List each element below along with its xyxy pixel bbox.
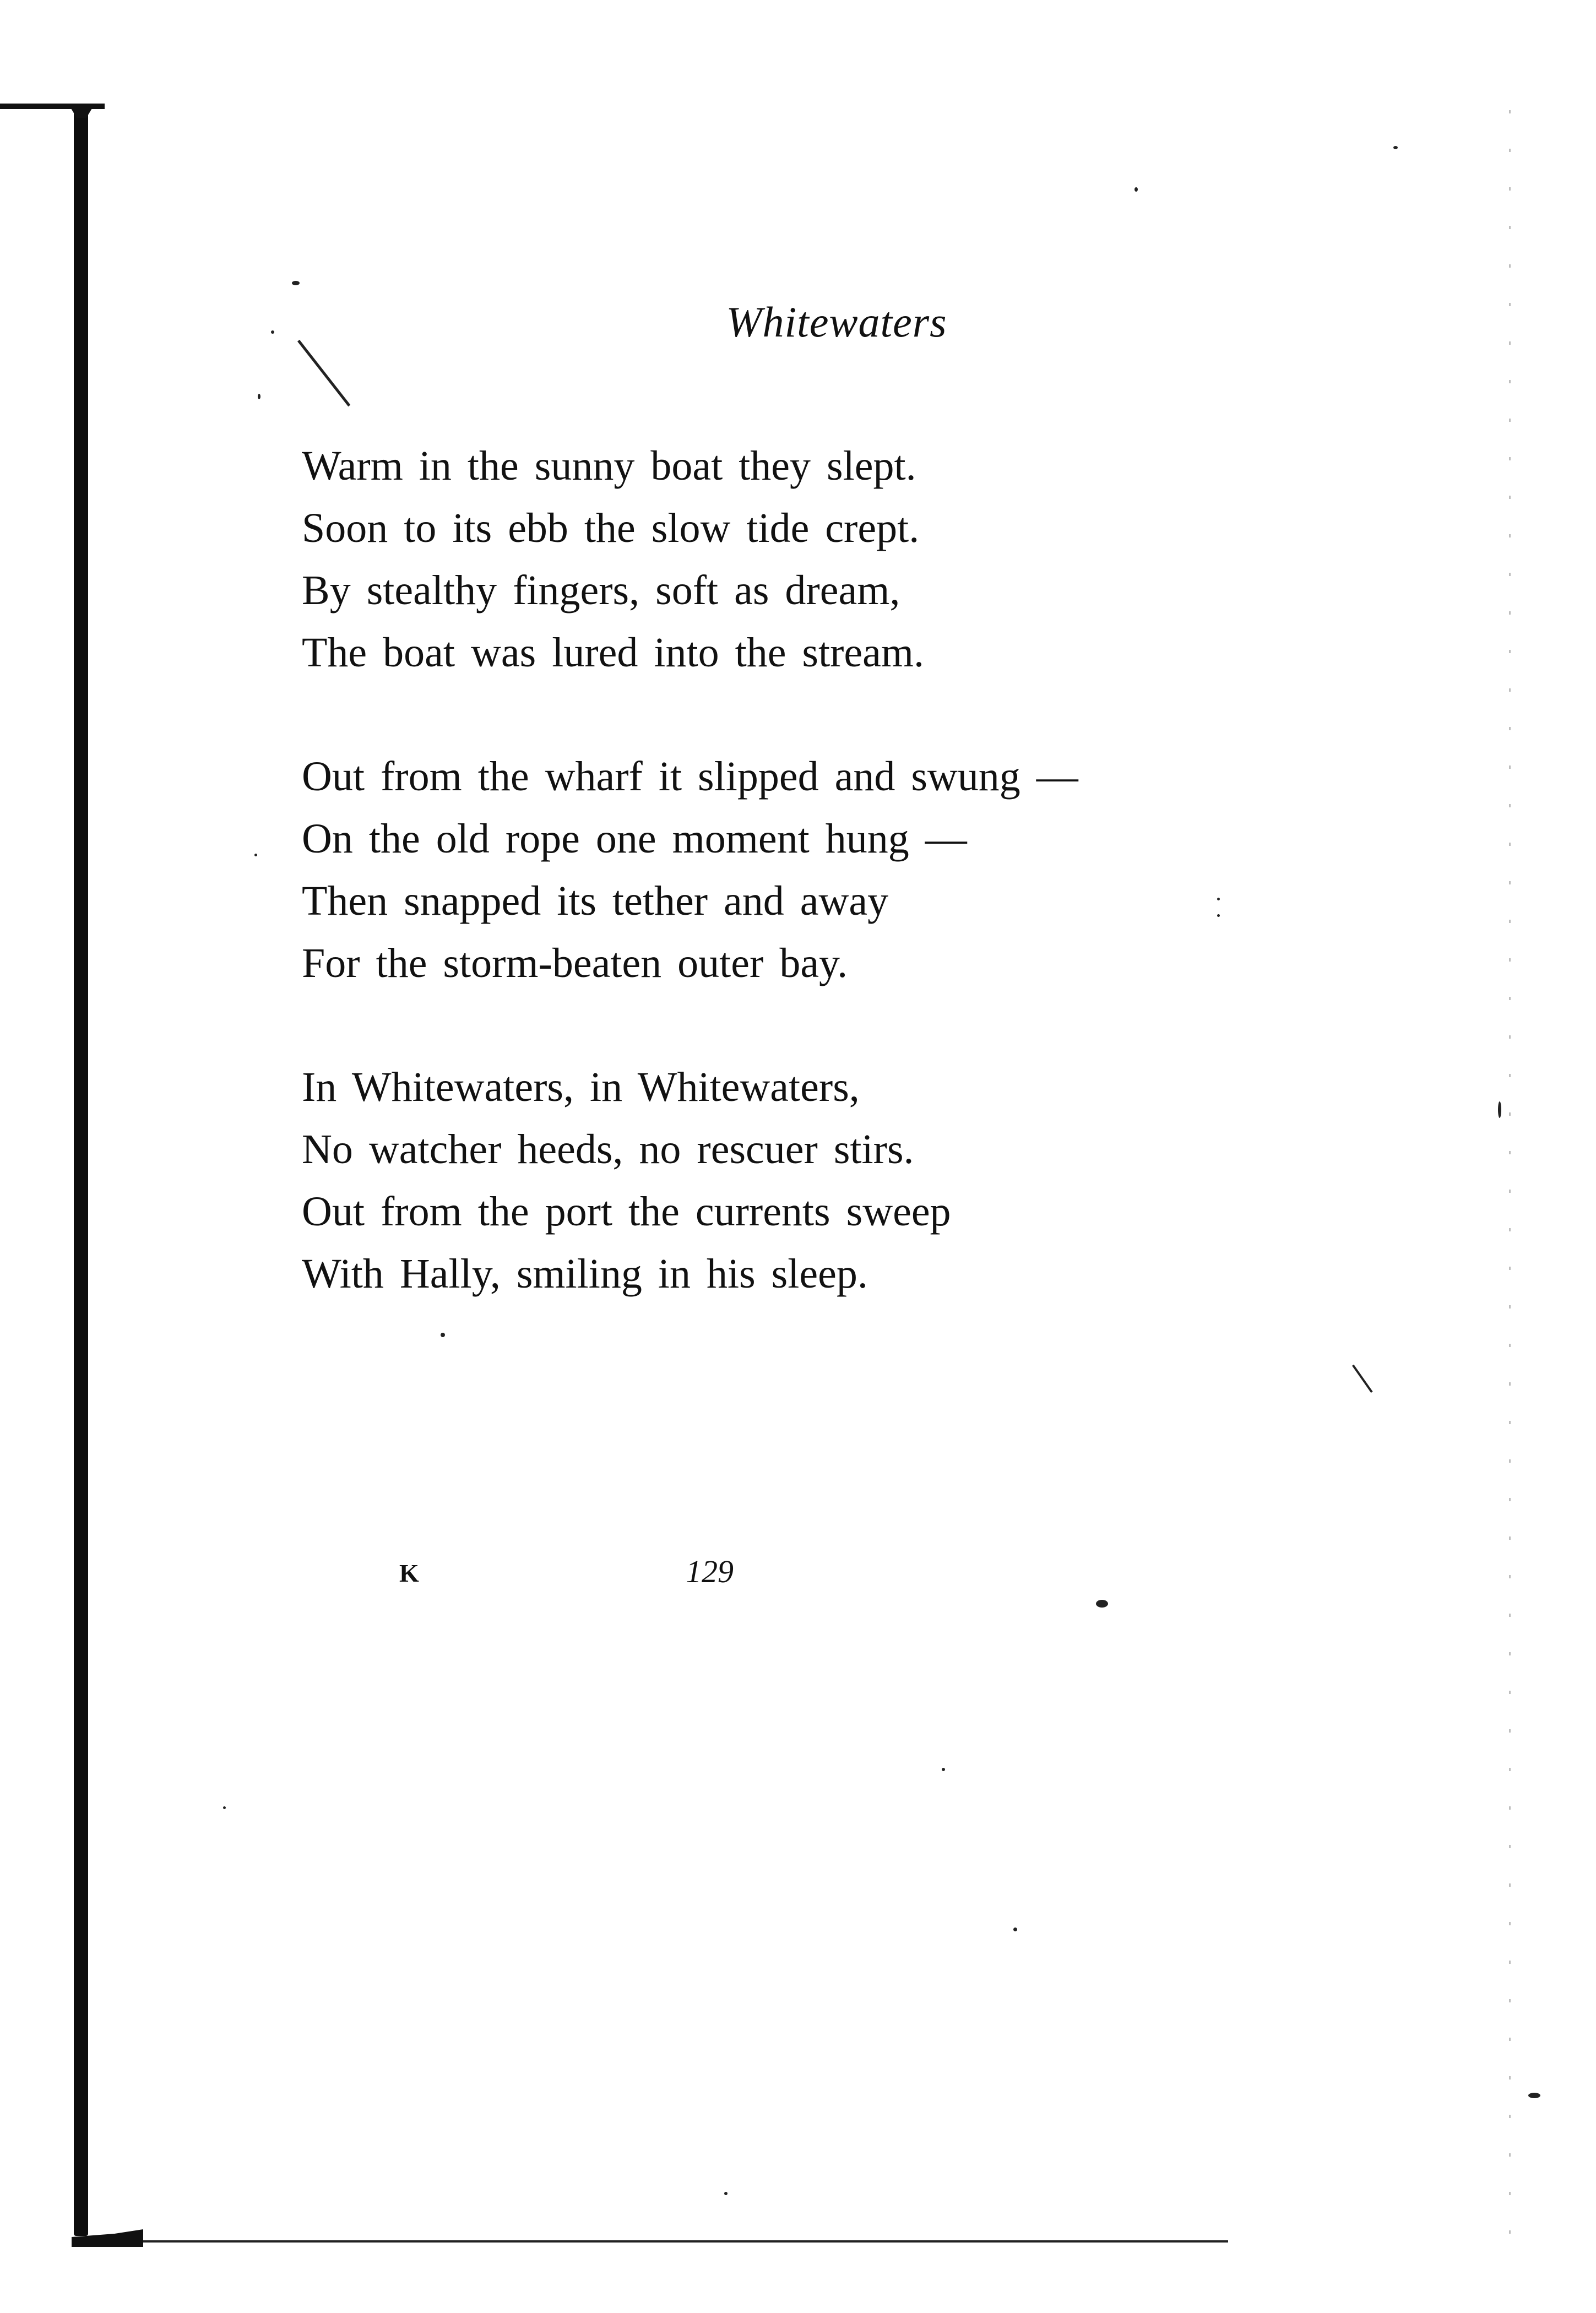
bottom-page-edge — [72, 2240, 1228, 2243]
scan-artifact-speck — [1528, 2093, 1540, 2098]
spine-top-notch — [69, 106, 94, 118]
poem-line: On the old rope one moment hung — — [302, 816, 967, 862]
scan-artifact-speck — [223, 1806, 226, 1809]
scan-artifact-stroke — [1352, 1365, 1373, 1393]
bottom-page-edge-dashes — [1074, 2240, 1228, 2243]
scan-artifact-speck — [942, 1768, 945, 1771]
poem-line: The boat was lured into the stream. — [302, 629, 925, 676]
stanza-1 — [302, 435, 1293, 684]
poem-line: By stealthy fingers, soft as dream, — [302, 567, 900, 613]
scan-artifact-speck — [724, 2192, 728, 2195]
poem-line: Then snapped its tether and away — [302, 878, 889, 924]
scan-artifact-speck — [1217, 898, 1220, 900]
scan-artifact-speck — [1134, 187, 1138, 192]
poem-line: Soon to its ebb the slow tide crept. — [302, 505, 920, 551]
scan-artifact-speck — [271, 330, 274, 334]
stanza-3 — [302, 1056, 1293, 1305]
scan-artifact-stroke — [297, 340, 350, 406]
scan-artifact-speck — [1096, 1600, 1108, 1608]
scan-artifact-speck — [292, 281, 300, 285]
book-spine-shadow — [74, 105, 88, 2236]
scan-artifact-speck — [1217, 914, 1220, 917]
scan-artifact-speck — [1393, 146, 1398, 149]
running-title: Whitewaters — [726, 298, 947, 346]
stanza-2 — [302, 746, 1293, 995]
right-page-edge — [1509, 110, 1511, 2247]
scan-artifact-speck — [254, 854, 257, 856]
scan-artifact-speck — [1498, 1101, 1501, 1118]
poem-line: No watcher heeds, no rescuer stirs. — [302, 1126, 914, 1172]
poem-line: With Hally, smiling in his sleep. — [302, 1251, 868, 1297]
poem-line: Out from the wharf it slipped and swung — — [302, 753, 1078, 800]
scan-artifact-speck — [441, 1333, 445, 1337]
scan-artifact-speck — [1013, 1928, 1017, 1931]
poem-body — [302, 435, 1293, 1367]
poem-line: In Whitewaters, in Whitewaters, — [302, 1064, 860, 1110]
signature-mark: K — [399, 1559, 420, 1587]
poem-line: For the storm-beaten outer bay. — [302, 940, 848, 986]
poem-line: Out from the port the currents sweep — [302, 1188, 951, 1235]
poem-line: Warm in the sunny boat they slept. — [302, 443, 916, 489]
scan-artifact-speck — [258, 394, 260, 399]
page-number: 129 — [686, 1554, 734, 1589]
